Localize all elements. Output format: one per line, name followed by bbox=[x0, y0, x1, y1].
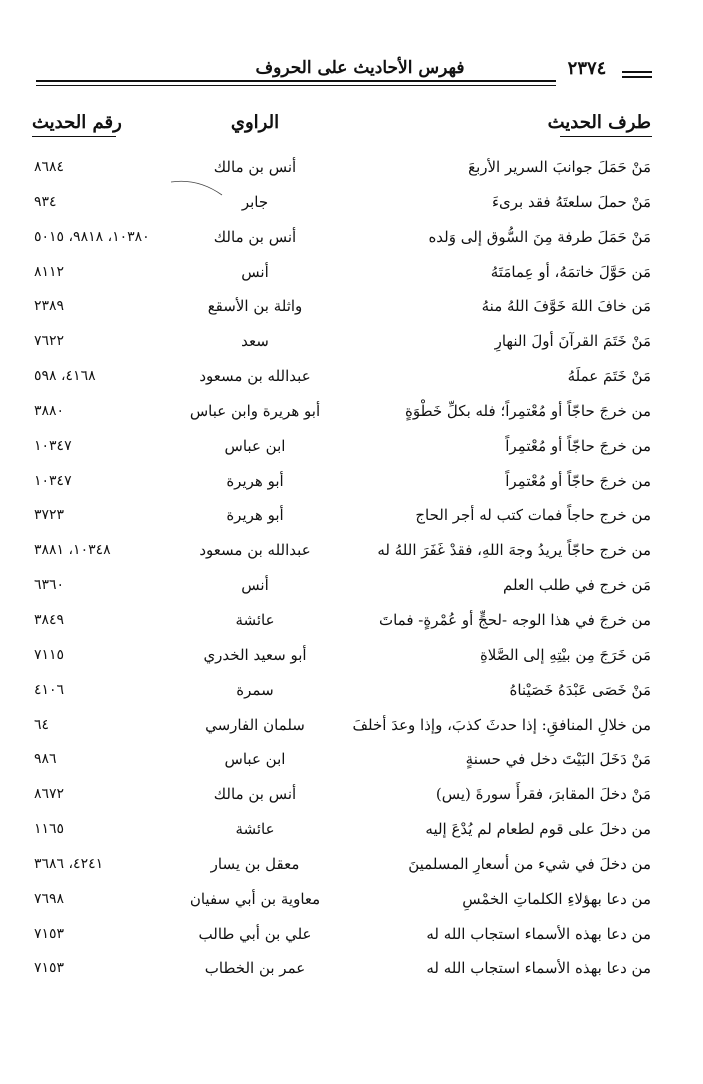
hadith-number: ٨٦٨٤ bbox=[34, 159, 65, 175]
hadith-number: ٣٧٢٣ bbox=[34, 507, 65, 524]
hadith-number: ٨١١٢ bbox=[34, 263, 65, 280]
hadith-number: ٦٤ bbox=[34, 716, 50, 733]
narrator-name: أنس بن مالك bbox=[213, 227, 297, 246]
table-row bbox=[0, 917, 703, 952]
column-header-underline bbox=[560, 136, 652, 137]
hadith-text: مَنْ حَمَلَ جوانبَ السرير الأربعَ bbox=[468, 158, 651, 176]
table-row bbox=[0, 289, 703, 324]
hadith-text: من دعا بهؤلاءِ الكلماتِ الخمْسِ bbox=[462, 889, 651, 908]
hadith-number: ٧١٥٣ bbox=[34, 960, 65, 977]
table-row bbox=[0, 673, 703, 708]
header-rule-bottom bbox=[36, 85, 556, 86]
table-row bbox=[0, 568, 703, 603]
narrator-name: عائشة bbox=[235, 610, 275, 629]
narrator-name: عمر بن الخطاب bbox=[204, 959, 306, 978]
narrator-name: سعد bbox=[241, 332, 269, 351]
header-rule-short-top bbox=[622, 71, 652, 73]
hadith-text: من خرج حاجاً فمات كتب له أجر الحاج bbox=[415, 506, 651, 525]
hadith-text: مَنْ حملَ سلعتَهُ فقد برىءَ bbox=[491, 192, 651, 211]
hadith-number: ٤٢٤١، ٣٦٨٦ bbox=[34, 855, 104, 872]
header-rule-top bbox=[36, 80, 556, 82]
hadith-number: ١٠٣٨٠، ٩٨١٨، ٥٠١٥ bbox=[34, 228, 150, 245]
hadith-number: ٣٨٨٠ bbox=[34, 402, 65, 419]
hadith-text: من خرجَ حاجّاً أو مُعْتمِراً bbox=[505, 436, 651, 455]
page-title: فهرس الأحاديث على الحروف bbox=[255, 58, 465, 78]
column-header-underline bbox=[32, 136, 116, 137]
table-row bbox=[0, 394, 703, 429]
narrator-name: جابر bbox=[241, 192, 269, 211]
hadith-number: ٧٦٩٨ bbox=[34, 890, 65, 907]
hadith-text: من دعا بهذه الأسماء استجاب الله له bbox=[426, 959, 651, 978]
hadith-number: ١١٦٥ bbox=[34, 821, 65, 838]
hadith-number: ١٠٣٤٧ bbox=[34, 437, 72, 454]
hadith-text: مَن خافَ اللهَ خَوَّفَ اللهُ منهُ bbox=[481, 297, 651, 316]
narrator-name: ابن عباس bbox=[224, 436, 286, 455]
hadith-number: ٧١٥٣ bbox=[34, 925, 65, 942]
narrator-name: سمرة bbox=[236, 680, 274, 699]
hadith-text: من خلالِ المنافقِ: إذا حدثَ كذبَ، وإذا وعدَ أخلفَ bbox=[352, 715, 651, 734]
hadith-text: مَنْ خَصَى عَبْدَهُ خَصَيْناهُ bbox=[509, 680, 651, 699]
hadith-number: ٨٦٧٢ bbox=[34, 786, 65, 803]
hadith-number: ٧٦٢٢ bbox=[34, 333, 65, 350]
hadith-number: ١٠٣٤٨، ٣٨٨١ bbox=[34, 542, 111, 559]
hadith-text: من دعا بهذه الأسماء استجاب الله له bbox=[426, 924, 651, 943]
hadith-text: مَن خرج في طلب العلم bbox=[503, 576, 651, 595]
table-row bbox=[0, 429, 703, 464]
narrator-name: علي بن أبي طالب bbox=[198, 924, 312, 943]
hadith-number: ٤١٦٨، ٥٩٨ bbox=[34, 368, 96, 385]
hadith-text: مَنْ دَخَلَ البَيْتَ دخل في حسنةٍ bbox=[465, 750, 651, 769]
hadith-text: مَنْ خَتَمَ القرآنَ أولَ النهارِ bbox=[494, 332, 651, 351]
hadith-number: ٧١١٥ bbox=[34, 646, 65, 663]
narrator-name: عبدالله بن مسعود bbox=[199, 367, 311, 386]
narrator-name: أنس بن مالك bbox=[213, 158, 297, 176]
table-row bbox=[0, 359, 703, 394]
hadith-text: من خرج حاجّاً يريدُ وجهَ اللهِ، فقدْ غَفَرَ اللهُ له bbox=[377, 541, 651, 560]
table-row bbox=[0, 812, 703, 847]
hadith-text: من خرجَ حاجّاً أو مُعْتمِراً bbox=[505, 471, 651, 490]
narrator-name: معاوية بن أبي سفيان bbox=[189, 889, 321, 908]
table-row bbox=[0, 742, 703, 777]
hadith-number: ٩٨٦ bbox=[34, 751, 57, 768]
hadith-text: مَن خَرَجَ مِن بيْتِهِ إلى الصَّلاةِ bbox=[479, 645, 651, 664]
column-header-hadith: طرف الحديث bbox=[547, 112, 651, 133]
table-row bbox=[0, 951, 703, 986]
hadith-text: مَنْ خَتَمَ عملَهُ bbox=[567, 367, 651, 386]
table-row bbox=[0, 220, 703, 255]
table-row bbox=[0, 498, 703, 533]
narrator-name: أبو هريرة bbox=[226, 506, 284, 525]
table-row bbox=[0, 882, 703, 917]
narrator-name: ابن عباس bbox=[224, 750, 286, 769]
hadith-text: مَنْ حَمَلَ طرفة مِنَ السُّوق إلى وَلده bbox=[428, 227, 651, 246]
column-header-number: رقم الحديث bbox=[32, 112, 122, 133]
table-row bbox=[0, 777, 703, 812]
table-row bbox=[0, 185, 703, 220]
table-row bbox=[0, 603, 703, 638]
hadith-text: من خرجَ في هذا الوجه -لحجٍّ أو عُمْرةٍ- فماتَ bbox=[378, 610, 651, 629]
hadith-text: مَن حَوَّلَ خاتمَهُ، أو عِمامَتَهُ bbox=[490, 262, 651, 281]
narrator-name: عائشة bbox=[235, 820, 275, 839]
page-number: ٢٣٧٤ bbox=[567, 58, 607, 79]
header-rule-short-bottom bbox=[622, 76, 652, 78]
table-row bbox=[0, 150, 703, 185]
narrator-name: عبدالله بن مسعود bbox=[199, 541, 311, 560]
narrator-name: أبو هريرة وابن عباس bbox=[189, 401, 321, 420]
table-row bbox=[0, 255, 703, 290]
narrator-name: معقل بن يسار bbox=[210, 854, 300, 873]
narrator-name: سلمان الفارسي bbox=[205, 715, 305, 734]
column-header-narrator: الراوي bbox=[230, 112, 280, 133]
hadith-number: ٦٣٦٠ bbox=[34, 577, 65, 594]
hadith-text: من دخلَ على قوم لطعام لم يُدْعَ إليه bbox=[425, 820, 651, 839]
table-row bbox=[0, 847, 703, 882]
narrator-name: أنس bbox=[241, 576, 269, 595]
narrator-name: أنس bbox=[241, 262, 269, 281]
table-row bbox=[0, 464, 703, 499]
hadith-number: ٤١٠٦ bbox=[34, 681, 65, 698]
index-table bbox=[0, 150, 703, 986]
table-row bbox=[0, 638, 703, 673]
table-row bbox=[0, 708, 703, 743]
hadith-text: مَنْ دخلَ المقابرَ، فقرأَ سورةَ (يس) bbox=[435, 785, 651, 804]
hadith-number: ١٠٣٤٧ bbox=[34, 472, 72, 489]
narrator-name: أبو هريرة bbox=[226, 471, 284, 490]
hadith-number: ٣٨٤٩ bbox=[34, 611, 65, 628]
narrator-name: واثلة بن الأسقع bbox=[207, 297, 303, 316]
hadith-text: من خرجَ حاجّاً أو مُعْتمِراً؛ فله بكلِّ خَطْوَةٍ bbox=[404, 401, 651, 420]
narrator-name: أبو سعيد الخدري bbox=[203, 645, 307, 664]
hadith-number: ٩٣٤ bbox=[34, 193, 57, 210]
hadith-text: من دخلَ في شيء من أسعارِ المسلمينَ bbox=[408, 854, 651, 873]
table-row bbox=[0, 533, 703, 568]
narrator-name: أنس بن مالك bbox=[213, 785, 297, 804]
table-row bbox=[0, 324, 703, 359]
hadith-number: ٢٣٨٩ bbox=[34, 298, 65, 315]
